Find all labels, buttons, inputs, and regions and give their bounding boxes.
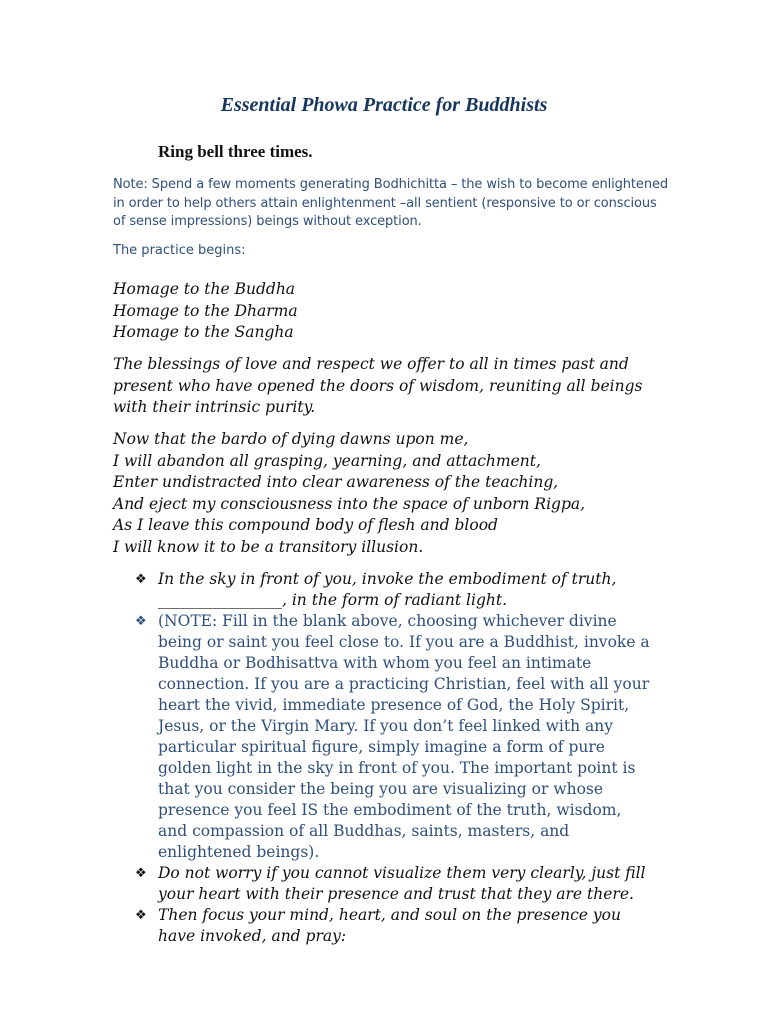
bardo-line: And eject my consciousness into the space of unborn Rigpa, [113,494,586,513]
diamond-bullet-icon: ❖ [135,572,147,587]
bardo-line: I will abandon all grasping, yearning, and attachment, [113,451,541,470]
list-item [135,611,655,863]
list-item [135,569,655,611]
list-item-text: Do not worry if you cannot visualize them very clearly, just fill your heart with their presence and trust that they are there. [158,864,646,903]
homage-line: Homage to the Buddha [113,280,296,298]
list-item-text: In the sky in front of you, invoke the embodiment of truth, ________________, in the form of radiant light. [158,570,617,609]
list-item [135,905,655,947]
bardo-line: As I leave this compound body of flesh and blood [113,516,498,534]
blessings-paragraph: The blessings of love and respect we offer to all in times past and present who have opened the doors of wisdom, reuniting all beings with their intrinsic purity. [113,355,643,416]
diamond-bullet-icon: ❖ [135,614,147,629]
homage-verses [113,279,298,344]
document-title: Essential Phowa Practice for Buddhists [220,94,548,116]
bodhichitta-note: Note: Spend a few moments generating Bodhichitta – the wish to become enlightened in order to help others attain enlightenment –all sentient (responsive to or conscious of sense impressions) beings without exception. [113,177,669,229]
diamond-bullet-icon: ❖ [135,866,147,881]
instruction-list [135,569,655,947]
bardo-line: Now that the bardo of dying dawns upon me, [113,430,469,448]
ring-bell-instruction: Ring bell three times. [158,142,313,161]
list-item-text: Then focus your mind, heart, and soul on the presence you have invoked, and pray: [158,906,621,945]
list-item [135,863,655,905]
list-item-text: (NOTE: Fill in the blank above, choosing whichever divine being or saint you feel close to. If you are a Buddhist, invoke a Buddha or Bodhisattva with whom you feel an intimate connection. If you are a practicing Christian, feel with all your heart the vivid, immediate presence of God, the Holy Spirit, Jesus, or the Virgin Mary. If you don’t feel linked with any particular spiritual figure, simply imagine a form of pure golden light in the sky in front of you. The important point is that you consider the being you are visualizing or whose presence you feel IS the embodiment of the truth, wisdom, and compassion of all Buddhas, saints, masters, and enlightened beings). [158,612,650,861]
homage-line: Homage to the Dharma [113,301,298,320]
diamond-bullet-icon: ❖ [135,908,147,923]
homage-line: Homage to the Sangha [113,323,294,341]
bardo-line: I will know it to be a transitory illusion. [113,537,424,556]
bardo-line: Enter undistracted into clear awareness of the teaching, [113,473,559,491]
practice-begins-label: The practice begins: [113,243,246,258]
bardo-verses [113,429,585,558]
